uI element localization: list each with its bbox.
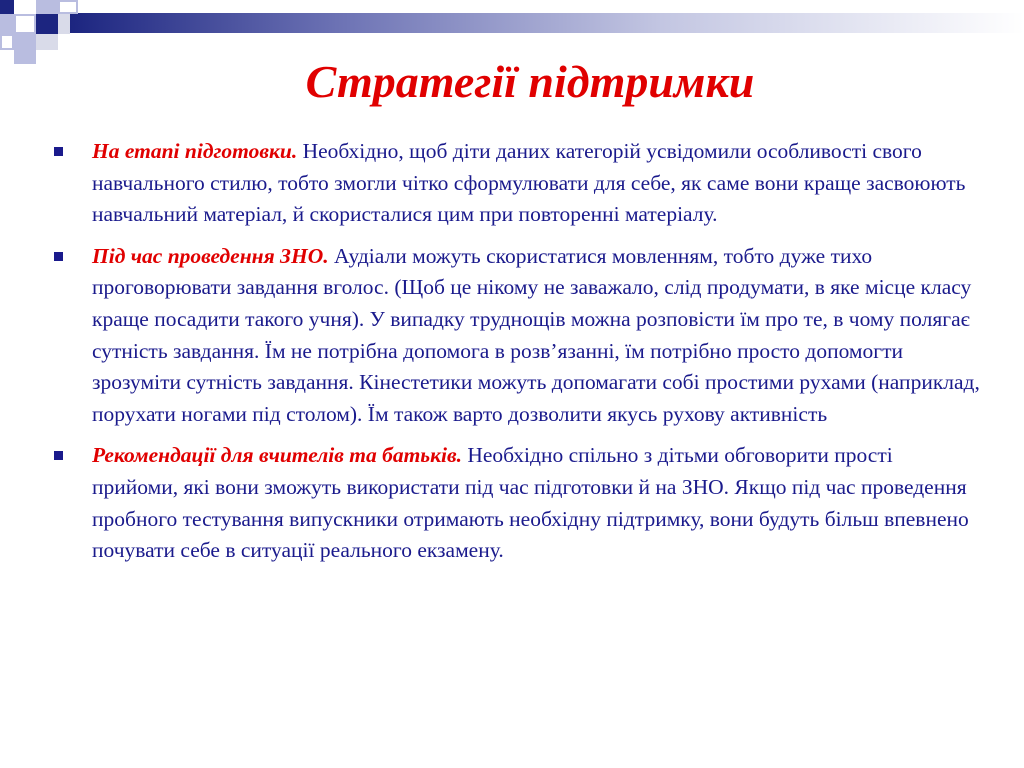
list-item bbox=[52, 440, 982, 566]
corner-square bbox=[0, 0, 14, 14]
slide-title: Стратегії підтримки bbox=[305, 56, 755, 107]
item-lead-phrase: Рекомендації для вчителів та батьків. bbox=[92, 443, 468, 468]
corner-square bbox=[14, 0, 36, 14]
square-bullet-icon bbox=[54, 451, 63, 460]
list-item bbox=[52, 136, 982, 231]
corner-square bbox=[58, 0, 78, 14]
corner-square bbox=[36, 14, 58, 34]
list-item bbox=[52, 241, 982, 431]
square-bullet-icon bbox=[54, 147, 63, 156]
square-bullet-icon bbox=[54, 252, 63, 261]
bullet-list bbox=[52, 136, 982, 577]
corner-square bbox=[36, 0, 58, 14]
corner-square bbox=[14, 14, 36, 34]
item-body-text: Необхідно спільно з дітьми обговорити прості прийоми, які вони зможуть використати під час підготовки й на ЗНО. Якщо під час проведення пробного тестування випускники отримають необхідну підтримку, вони будуть більш впевнено почувати себе в ситуації реального екзамену. bbox=[92, 443, 969, 563]
corner-square bbox=[0, 14, 14, 34]
item-lead-phrase: Під час проведення ЗНО. bbox=[92, 243, 334, 268]
item-body-text: Аудіали можуть скористатися мовленням, тобто дуже тихо проговорювати завдання вголос. (Щоб це нікому не заважало, слід продумати, в яке місце класу краще посадити такого учня). У випадку труднощів можна розповісти їм про те, в чому полягає сутність завдання. Їм не потрібна допомога в розв’язанні, їм потрібно просто допомогти зрозуміти сутність завдання. Кінестетики можуть допомагати собі простими рухами (наприклад, порухати ногами під столом). Їм також варто дозволити якусь рухову активність bbox=[92, 243, 980, 426]
header-gradient-band bbox=[70, 13, 1024, 33]
corner-square bbox=[58, 14, 70, 34]
corner-square bbox=[14, 34, 36, 50]
corner-square bbox=[0, 34, 14, 50]
corner-square bbox=[36, 34, 58, 50]
item-body-text: Необхідно, щоб діти даних категорій усвідомили особливості свого навчального стилю, тобто змогли чітко сформулювати для себе, як саме вони краще засвоюють навчальний матеріал, й скористалися цим при повторенні матеріалу. bbox=[92, 139, 966, 227]
item-lead-phrase: На етапі підготовки. bbox=[92, 139, 303, 163]
